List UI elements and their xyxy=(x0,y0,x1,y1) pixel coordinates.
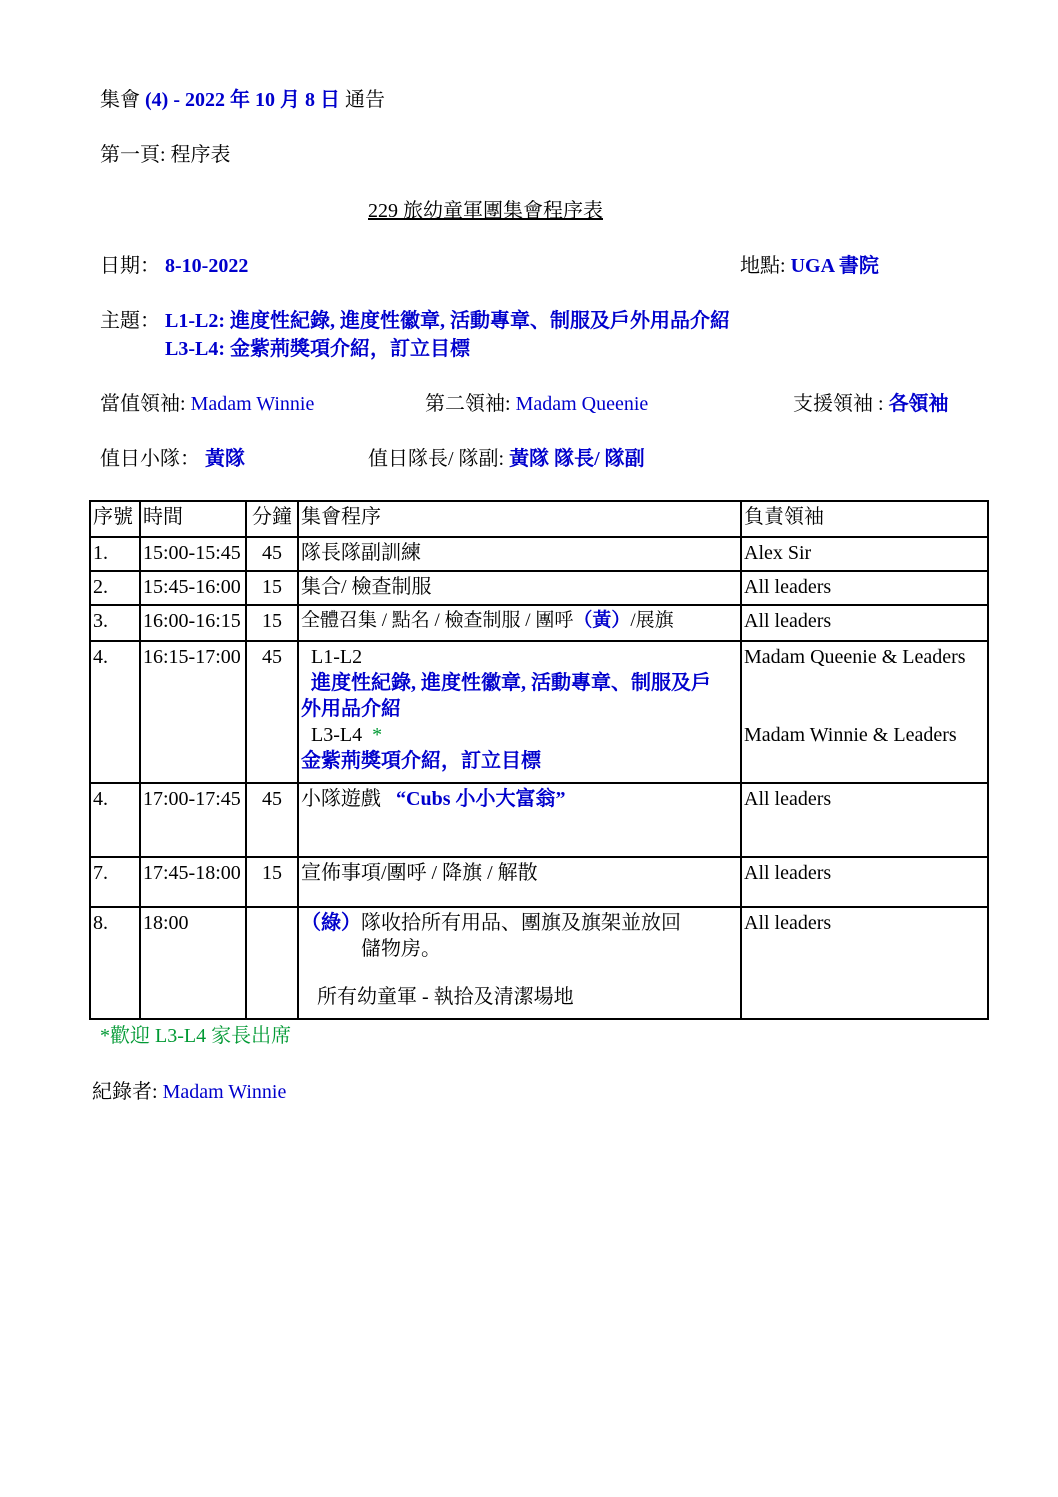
program-l1-detail: 進度性紀錄, 進度性徽章, 活動專章、制服及戶 xyxy=(311,672,711,694)
duty-six-row xyxy=(100,447,245,471)
header-time: 時間 xyxy=(140,501,246,537)
recorder-label: 紀錄者: xyxy=(92,1081,158,1103)
duty-sixer-label: 值日隊長/ 隊副: xyxy=(368,448,505,470)
program-line1 xyxy=(301,910,738,936)
row-leader: All leaders xyxy=(741,857,988,907)
row-time: 17:00-17:45 xyxy=(140,783,246,857)
program-text: 小隊遊戲 xyxy=(301,788,381,810)
program-line2: 儲物房。 xyxy=(361,938,441,960)
header-min: 分鐘 xyxy=(246,501,298,537)
row-program xyxy=(298,783,741,857)
program-l1-detail-cont: 外用品介紹 xyxy=(301,698,401,720)
theme-row xyxy=(100,309,730,333)
program-line3: 所有幼童軍 - 執拾及清潔場地 xyxy=(317,986,574,1008)
row-min: 45 xyxy=(246,537,298,571)
table-row xyxy=(90,537,988,571)
program-l3-star: * xyxy=(372,724,383,746)
row-min: 15 xyxy=(246,605,298,641)
date-value: 8-10-2022 xyxy=(165,255,249,277)
program-l1-label: L1-L2 xyxy=(311,646,363,668)
page-label: 第一頁: 程序表 xyxy=(100,144,231,166)
theme-line1: L1-L2: 進度性紀錄, 進度性徽章, 活動專章、制服及戶外用品介紹 xyxy=(165,310,730,332)
row-leader: Alex Sir xyxy=(741,537,988,571)
venue-label: 地點: xyxy=(740,255,786,277)
leader-l1: Madam Queenie & Leaders xyxy=(744,646,966,668)
row-leader: All leaders xyxy=(741,783,988,857)
table-row xyxy=(90,857,988,907)
notice-date: 2022 年 10 月 8 日 xyxy=(184,89,340,111)
game-name: “Cubs 小小大富翁” xyxy=(396,788,566,810)
row-time: 16:00-16:15 xyxy=(140,605,246,641)
program-text: 隊收拾所有用品、團旗及旗架並放回 xyxy=(361,912,681,934)
row-no: 4. xyxy=(90,783,140,857)
row-no: 1. xyxy=(90,537,140,571)
duty-leader-label: 當值領袖: xyxy=(100,393,186,415)
program-l3-label-row xyxy=(301,722,738,748)
second-leader-value: Madam Queenie xyxy=(515,393,649,415)
theme-label: 主題： xyxy=(100,310,160,332)
recorder-row xyxy=(92,1080,286,1104)
program-l3-label: L3-L4 xyxy=(311,724,363,746)
second-leader-label: 第二領袖: xyxy=(425,393,511,415)
row-min: 15 xyxy=(246,857,298,907)
row-program xyxy=(298,907,741,1019)
notice-heading xyxy=(100,88,385,112)
table-row xyxy=(90,783,988,857)
row-min xyxy=(246,907,298,1019)
program-table xyxy=(89,500,989,1020)
date-row xyxy=(100,254,248,278)
program-text-end: /展旗 xyxy=(630,610,674,631)
row-no: 7. xyxy=(90,857,140,907)
header-program: 集會程序 xyxy=(298,501,741,537)
row-time: 15:00-15:45 xyxy=(140,537,246,571)
row-time: 17:45-18:00 xyxy=(140,857,246,907)
notice-number: (4) - xyxy=(145,89,180,111)
row-no: 3. xyxy=(90,605,140,641)
row-no: 8. xyxy=(90,907,140,1019)
row-min: 45 xyxy=(246,783,298,857)
theme-line2: L3-L4: 金紫荊獎項介紹，訂立目標 xyxy=(165,338,470,360)
row-time: 18:00 xyxy=(140,907,246,1019)
footnote: *歡迎 L3-L4 家長出席 xyxy=(100,1025,292,1047)
header-no: 序號 xyxy=(90,501,140,537)
row-no: 2. xyxy=(90,571,140,605)
six-color: （綠） xyxy=(301,912,361,934)
row-leader: All leaders xyxy=(741,907,988,1019)
row-no: 4. xyxy=(90,641,140,783)
program-text: 全體召集 / 點名 / 檢查制服 / 團呼 xyxy=(301,610,574,631)
row-program: 宣佈事項/團呼 / 降旗 / 解散 xyxy=(298,857,741,907)
support-leader-row xyxy=(793,392,949,416)
support-leader-label: 支援領袖 : xyxy=(793,393,884,415)
row-min: 15 xyxy=(246,571,298,605)
duty-six-value: 黃隊 xyxy=(205,448,245,470)
row-leader xyxy=(741,641,988,783)
table-row xyxy=(90,641,988,783)
row-leader: All leaders xyxy=(741,571,988,605)
recorder-value: Madam Winnie xyxy=(162,1081,287,1103)
row-time: 15:45-16:00 xyxy=(140,571,246,605)
venue-row xyxy=(740,254,879,278)
date-label: 日期： xyxy=(100,255,160,277)
table-row xyxy=(90,571,988,605)
notice-prefix: 集會 xyxy=(100,89,140,111)
header-leader: 負責領袖 xyxy=(741,501,988,537)
venue-value: UGA 書院 xyxy=(790,255,879,277)
second-leader-row xyxy=(425,392,648,416)
six-color: （黃） xyxy=(573,610,631,631)
row-min: 45 xyxy=(246,641,298,783)
program-l3-detail: 金紫荊獎項介紹，訂立目標 xyxy=(301,750,541,772)
row-time: 16:15-17:00 xyxy=(140,641,246,783)
table-header-row xyxy=(90,501,988,537)
page-title: 229 旅幼童軍團集會程序表 xyxy=(368,200,603,222)
row-program xyxy=(298,605,741,641)
leader-l3: Madam Winnie & Leaders xyxy=(744,724,957,746)
notice-suffix: 通告 xyxy=(344,89,385,111)
row-leader: All leaders xyxy=(741,605,988,641)
table-row xyxy=(90,605,988,641)
row-program xyxy=(298,641,741,783)
table-row xyxy=(90,907,988,1019)
duty-sixer-value: 黃隊 隊長/ 隊副 xyxy=(509,448,645,470)
row-program: 集合/ 檢查制服 xyxy=(298,571,741,605)
duty-leader-row xyxy=(100,392,314,416)
duty-sixer-row xyxy=(368,447,645,471)
support-leader-value: 各領袖 xyxy=(888,393,949,415)
row-program: 隊長隊副訓練 xyxy=(298,537,741,571)
duty-leader-value: Madam Winnie xyxy=(190,393,315,415)
duty-six-label: 值日小隊： xyxy=(100,448,200,470)
